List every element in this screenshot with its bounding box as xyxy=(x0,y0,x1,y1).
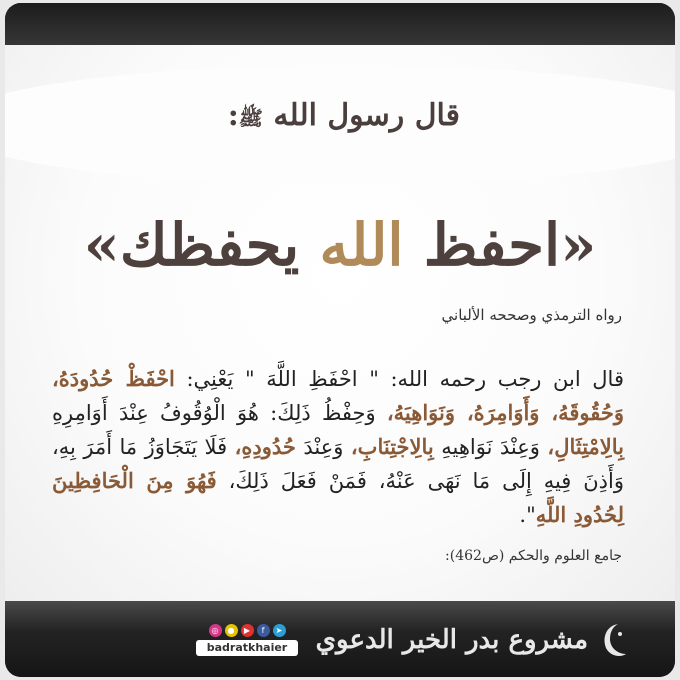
body-part-5: فَلَا يَتَجَاوَزُ مَا أَمَرَ بِهِ، وَأَذِنَ فِيهِ إِلَى مَا نَهَى عَنْهُ، فَمَنْ فَعَلَ ذَلِكَ، xyxy=(52,435,624,493)
body-highlight-4: حُدُودِهِ، xyxy=(234,434,296,459)
facebook-icon[interactable]: f xyxy=(257,624,270,637)
hadith-word-allah: الله xyxy=(319,211,404,279)
instagram-icon[interactable]: ◎ xyxy=(209,624,222,637)
hadith-source: رواه الترمذي وصححه الألباني xyxy=(441,306,622,324)
intro-line xyxy=(200,98,460,135)
body-part-6: ". xyxy=(519,503,536,527)
hadith-close-quote: » xyxy=(83,211,120,279)
social-icons xyxy=(196,624,298,637)
hadith-word-3: يحفظك xyxy=(119,211,300,279)
crescent-logo-icon xyxy=(596,620,630,660)
body-part-2: وَحِفْظُ ذَلِكَ: هُوَ الْوُقُوفُ عِنْدَ أَوَامِرِهِ xyxy=(52,401,387,425)
hadith-open-quote: « xyxy=(560,211,597,279)
brand-title: مشروع بدر الخير الدعوي xyxy=(315,625,588,655)
social-handle[interactable]: badratkhaier xyxy=(196,640,298,656)
honorific-seal: ﷺ xyxy=(238,106,263,130)
hadith-title xyxy=(30,200,650,290)
explanation-paragraph xyxy=(52,362,624,532)
intro-text: قال رسول الله xyxy=(273,98,460,133)
social-block xyxy=(196,624,298,664)
body-part-3: وَعِنْدَ نَوَاهِيهِ xyxy=(433,435,548,459)
body-highlight-3: بِالِاجْتِنَابِ، xyxy=(350,434,434,459)
intro-colon: : xyxy=(227,98,239,133)
body-part-4: وَعِنْدَ xyxy=(295,435,351,459)
snapchat-icon[interactable]: ● xyxy=(225,624,238,637)
telegram-icon[interactable]: ➤ xyxy=(273,624,286,637)
body-highlight-1: احْفَظْ حُدُودَهُ، وَحُقُوقَهُ، وَأَوَامِرَهُ، وَنَوَاهِيَهُ، xyxy=(52,366,624,425)
book-reference: جامع العلوم والحكم (ص462): xyxy=(445,548,622,564)
body-highlight-2: بِالِامْتِثَالِ، xyxy=(547,434,624,459)
body-highlight-5: فَهُوَ مِنَ الْحَافِظِينَ لِحُدُودِ اللَّهِ xyxy=(52,468,624,527)
youtube-icon[interactable]: ▶ xyxy=(241,624,254,637)
hadith-word-1: احفظ xyxy=(423,211,561,279)
body-part-1: قال ابن رجب رحمه الله: " احْفَظِ اللَّهَ " يَعْنِي: xyxy=(174,367,624,391)
brand-logo xyxy=(300,615,630,665)
